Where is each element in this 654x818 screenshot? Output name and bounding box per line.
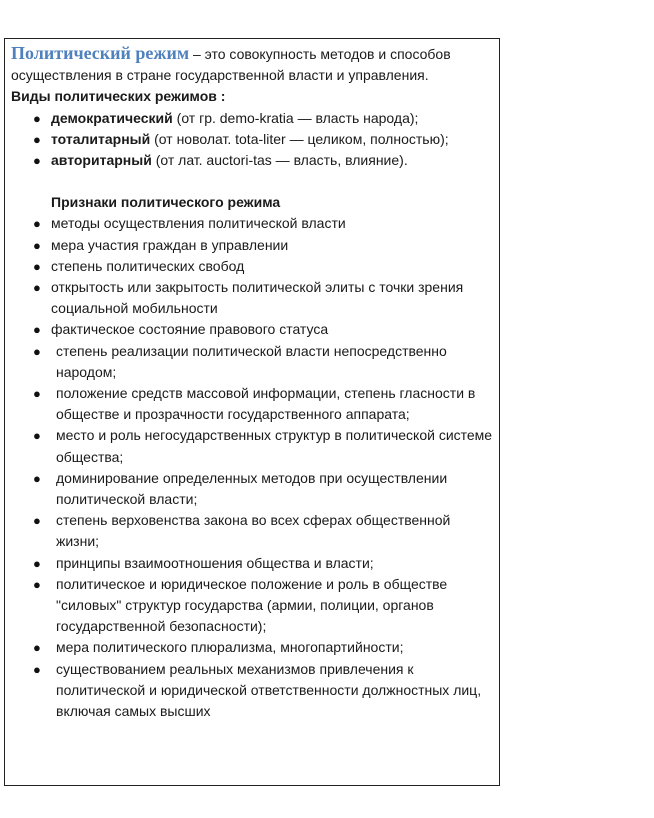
sign-text: степень политических свобод — [51, 257, 245, 274]
sign-text: принципы взаимоотношения общества и власти; — [56, 554, 374, 571]
sign-text: мера политического плюрализма, многопартийности; — [56, 639, 404, 656]
list-item — [11, 468, 493, 510]
bullet-icon: ● — [33, 513, 41, 529]
bullet-icon: ● — [33, 153, 41, 169]
list-item — [11, 659, 493, 723]
bullet-icon: ● — [33, 216, 41, 232]
sign-text: положение средств массовой информации, степень гласности в обществе и прозрачности государственного аппарата; — [56, 385, 476, 423]
sign-text: доминирование определенных методов при осуществлении политической власти; — [56, 469, 448, 508]
list-item — [11, 510, 493, 552]
term-political-regime: Политический режим — [11, 43, 190, 63]
types-list — [11, 108, 493, 172]
signs-list — [11, 213, 493, 722]
list-item — [11, 108, 493, 129]
regime-name: тоталитарный — [51, 130, 151, 147]
bullet-icon: ● — [33, 640, 41, 656]
regime-name: демократический — [51, 109, 173, 126]
list-item — [11, 383, 493, 425]
regime-note: (от новолат. tota-liter — целиком, полностью); — [150, 130, 449, 147]
list-item — [11, 637, 493, 658]
bullet-icon: ● — [33, 470, 41, 486]
bullet-icon: ● — [33, 280, 41, 296]
list-item — [11, 129, 493, 150]
document-page — [4, 38, 500, 786]
bullet-icon: ● — [33, 555, 41, 571]
list-item — [11, 150, 493, 171]
bullet-icon: ● — [33, 428, 41, 444]
sign-text: методы осуществления политической власти — [51, 215, 346, 232]
sign-text: открытость или закрытость политической элиты с точки зрения социальной мобильности — [51, 279, 464, 317]
intro-paragraph — [11, 43, 493, 86]
bullet-icon: ● — [33, 343, 41, 359]
sign-text: фактическое состояние правового статуса — [51, 321, 329, 338]
sign-text: мера участия граждан в управлении — [51, 236, 289, 253]
sign-text: степень верховенства закона во всех сферах общественной жизни; — [56, 512, 451, 550]
bullet-icon: ● — [33, 322, 41, 338]
term-definition: – это совокупность методов и способов осуществления в стране государственной власти и управления. — [11, 46, 451, 84]
bullet-icon: ● — [33, 110, 41, 126]
list-item — [11, 574, 493, 638]
list-item — [11, 277, 493, 319]
regime-note: (от лат. auctori-tas — власть, влияние). — [151, 152, 408, 169]
bullet-icon: ● — [33, 661, 41, 677]
bullet-icon: ● — [33, 237, 41, 253]
list-item — [11, 319, 493, 340]
regime-note: (от гр. demo-kratia — власть народа); — [172, 109, 419, 126]
regime-name: авторитарный — [51, 152, 152, 169]
list-item — [11, 341, 493, 383]
types-heading: Виды политических режимов : — [11, 88, 226, 105]
sign-text: существованием реальных механизмов привлечения к политической и юридической ответственности должностных лиц, включая самых высших — [56, 660, 482, 720]
list-item — [11, 235, 493, 256]
list-item — [11, 256, 493, 277]
bullet-icon: ● — [33, 131, 41, 147]
bullet-icon: ● — [33, 258, 41, 274]
sign-text: степень реализации политической власти непосредственно народом; — [56, 342, 447, 380]
sign-text: политическое и юридическое положение и роль в обществе "силовых" структур государства (армии, полиции, органов государственной безопасности); — [56, 575, 448, 635]
signs-heading: Признаки политического режима — [51, 194, 281, 211]
list-item — [11, 553, 493, 574]
bullet-icon: ● — [33, 386, 41, 402]
list-item — [11, 213, 493, 234]
sign-text: место и роль негосударственных структур в политической системе общества; — [56, 427, 493, 465]
list-item — [11, 425, 493, 467]
bullet-icon: ● — [33, 576, 41, 592]
spacer — [11, 171, 493, 192]
